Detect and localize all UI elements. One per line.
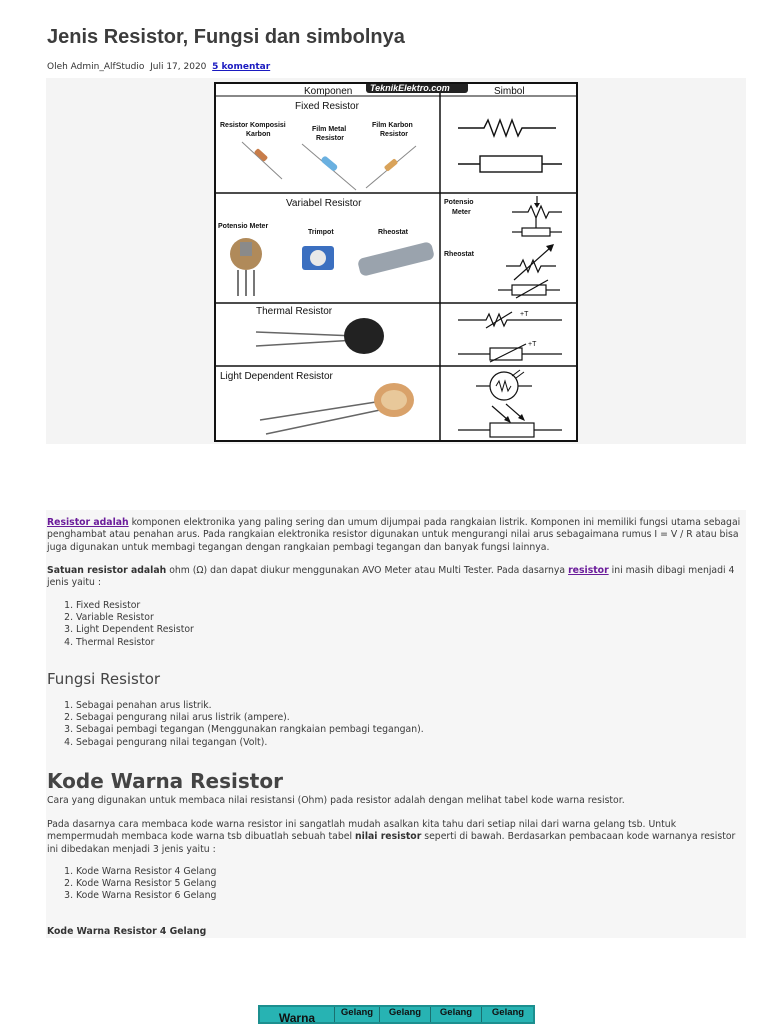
table-header-gelang-4: Gelang (491, 1007, 525, 1018)
post-date: Juli 17, 2020 (150, 62, 207, 72)
kode-warna-heading: Kode Warna Resistor (47, 769, 283, 793)
fungsi-list (60, 700, 424, 749)
list-item: 1. Fixed Resistor (76, 600, 194, 612)
article-meta (47, 62, 270, 72)
table-header-gelang-3: Gelang (431, 1007, 482, 1024)
color-code-table (258, 1005, 535, 1024)
list-item: 2. Sebagai pengurang nilai arus listrik (ampere). (76, 712, 424, 724)
list-item: 2. Variable Resistor (76, 612, 194, 624)
item-potentiometer: Potensio Meter (218, 223, 269, 230)
resistor-types-list (60, 600, 194, 649)
kode-paragraph-1: Cara yang digunakan untuk membaca nilai resistansi (Ohm) pada resistor adalah dengan melihat tabel kode warna resistor. (47, 795, 625, 806)
kode-paragraph-2: Pada dasarnya cara membaca kode warna resistor ini sangatlah mudah asalkan kita tahu dari setiap nilai dari warna gelang tsb. Untuk mempermudah membaca kode warna tsb dibuatlah sebuah tabel nilai resistor seperti di bawah. Berdasarkan pembacaan kode warnanya resistor ini dibedakan menjadi 3 jenis yaitu : (47, 819, 736, 855)
subheading-4-gelang: Kode Warna Resistor 4 Gelang (47, 926, 207, 937)
list-item: 1. Sebagai penahan arus listrik. (76, 700, 424, 712)
col-symbol-label: Simbol (494, 86, 525, 97)
list-item: 4. Sebagai pengurang nilai tegangan (Volt). (76, 737, 424, 749)
list-item: 1. Kode Warna Resistor 4 Gelang (76, 866, 216, 878)
list-item: 4. Thermal Resistor (76, 637, 194, 649)
symbol-label-potentiometer: Potensio Meter (444, 199, 474, 216)
author: Oleh Admin_AlfStudio (47, 62, 145, 72)
row-ldr-header: Light Dependent Resistor (220, 371, 333, 382)
satuan-paragraph: Satuan resistor adalah ohm (Ω) dan dapat diukur menggunakan AVO Meter atau Multi Tester. Pada dasarnya resistor ini masih dibagi menjadi 4 jenis yaitu : (47, 565, 735, 589)
resistor-link[interactable]: resistor (568, 565, 609, 576)
article-title: Jenis Resistor, Fungsi dan simbolnya (47, 26, 405, 48)
symbol-label-thermal-1: +T (520, 311, 529, 318)
table-header-gelang-2: Gelang (380, 1007, 431, 1024)
list-item: 3. Sebagai pembagi tegangan (Menggunakan rangkaian pembagi tegangan). (76, 724, 424, 736)
list-item: 3. Light Dependent Resistor (76, 624, 194, 636)
item-trimpot: Trimpot (308, 229, 334, 236)
row-thermal-header: Thermal Resistor (256, 306, 333, 317)
fungsi-heading: Fungsi Resistor (47, 670, 161, 688)
col-component-label: Komponen (304, 86, 353, 97)
intro-paragraph: Resistor adalah komponen elektronika yang paling sering dan umum dijumpai pada rangkaian listrik. Komponen ini memiliki fungsi utama sebagai penghambat atau penahan arus. Pada rangkaian elektronika resistor digunakan untuk mengurangi nilai arus sebagaimana rumus I = V / R atau bisa juga digunakan untuk membagi tegangan dengan rangkaian pembagi tegangan dan banyak fungsi lainnya. (47, 517, 741, 553)
item-carbon-composition: Resistor Komposisi Karbon (220, 122, 286, 138)
comments-link[interactable]: 5 komentar (212, 62, 271, 72)
symbol-label-thermal-2: +T (528, 341, 537, 348)
resistor-figure-svg (216, 84, 576, 440)
row-variable-header: Variabel Resistor (286, 198, 362, 209)
watermark-text: TeknikElektro.com (370, 84, 450, 93)
item-metal-film: Film Metal Resistor (312, 126, 347, 142)
resistor-types-figure (214, 82, 578, 442)
resistor-adalah-link[interactable]: Resistor adalah (47, 517, 129, 528)
item-carbon-film: Film Karbon Resistor (372, 122, 413, 138)
row-fixed-header: Fixed Resistor (295, 101, 359, 112)
table-header-warna: Warna (260, 1007, 335, 1024)
table-header-gelang-1: Gelang (335, 1007, 380, 1024)
kode-types-list (60, 866, 216, 903)
symbol-label-rheostat: Rheostat (444, 251, 474, 258)
list-item: 3. Kode Warna Resistor 6 Gelang (76, 890, 216, 902)
item-rheostat: Rheostat (378, 229, 408, 236)
list-item: 2. Kode Warna Resistor 5 Gelang (76, 878, 216, 890)
